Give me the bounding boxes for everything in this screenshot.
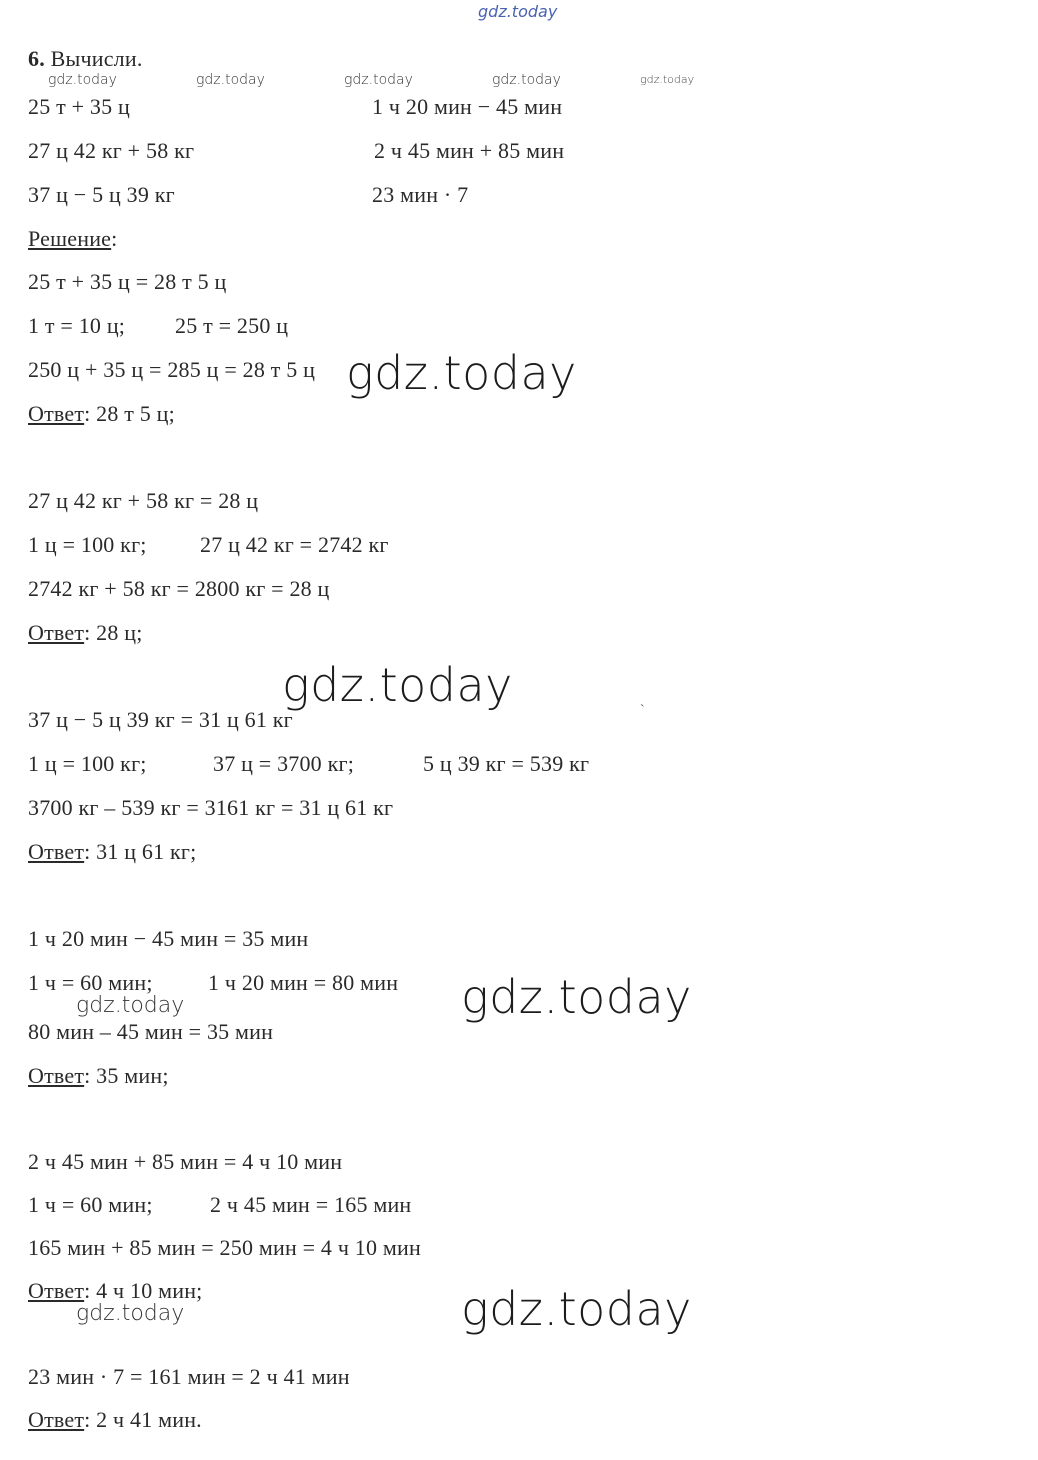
- answer-label: Ответ: [28, 620, 85, 645]
- exercise-item: 23 мин · 7: [372, 182, 469, 207]
- answer-label: Ответ: [28, 1063, 85, 1088]
- conversion: 25 т = 250 ц: [175, 313, 289, 338]
- answer-line: [28, 1280, 203, 1302]
- task-number: 6.: [28, 46, 45, 71]
- answer-line: [28, 841, 196, 863]
- conversion: 1 ч = 60 мин;: [28, 970, 153, 995]
- watermark-small: gdz.today: [492, 72, 561, 88]
- conversion: 1 ч 20 мин = 80 мин: [208, 970, 399, 995]
- exercise-item: 27 ц 42 кг + 58 кг: [28, 138, 195, 163]
- answer-label: Ответ: [28, 1407, 85, 1432]
- watermark-small: gdz.today: [48, 72, 117, 88]
- conversion: 5 ц 39 кг = 539 кг: [423, 751, 590, 776]
- solution-expression: 27 ц 42 кг + 58 кг = 28 ц: [28, 488, 259, 513]
- conversion: 1 ц = 100 кг;: [28, 751, 147, 776]
- answer-value: : 28 ц;: [84, 620, 143, 645]
- watermark-large: gdz.today: [282, 658, 513, 712]
- answer-label: Ответ: [28, 839, 85, 864]
- conversion: 27 ц 42 кг = 2742 кг: [200, 532, 389, 557]
- solution-expression: 37 ц − 5 ц 39 кг = 31 ц 61 кг: [28, 707, 293, 732]
- solution-expression: 23 мин · 7 = 161 мин = 2 ч 41 мин: [28, 1364, 350, 1389]
- answer-line: [28, 622, 143, 644]
- exercise-item: 1 ч 20 мин − 45 мин: [372, 94, 563, 119]
- conversion: 1 ч = 60 мин;: [28, 1192, 153, 1217]
- solution-heading: Решение:: [28, 226, 118, 251]
- answer-value: : 35 мин;: [84, 1063, 169, 1088]
- calculation: 2742 кг + 58 кг = 2800 кг = 28 ц: [28, 576, 330, 601]
- watermark-medium: gdz.today: [76, 993, 185, 1018]
- calculation: 250 ц + 35 ц = 285 ц = 28 т 5 ц: [28, 357, 316, 382]
- solution-expression: 1 ч 20 мин − 45 мин = 35 мин: [28, 926, 309, 951]
- watermark-large: gdz.today: [346, 346, 577, 400]
- exercise-item: 37 ц − 5 ц 39 кг: [28, 182, 175, 207]
- conversion: 2 ч 45 мин = 165 мин: [210, 1192, 412, 1217]
- answer-line: [28, 403, 175, 425]
- answer-line: [28, 1409, 202, 1431]
- answer-value: : 4 ч 10 мин;: [84, 1278, 203, 1303]
- watermark-small: gdz.today: [344, 72, 413, 88]
- answer-value: : 28 т 5 ц;: [84, 401, 175, 426]
- calculation: 80 мин – 45 мин = 35 мин: [28, 1019, 274, 1044]
- stray-mark: `: [640, 703, 645, 718]
- answer-value: : 2 ч 41 мин.: [84, 1407, 202, 1432]
- watermark-large: gdz.today: [461, 1282, 692, 1336]
- watermark-medium: gdz.today: [76, 1301, 185, 1326]
- watermark-top: gdz.today: [478, 2, 558, 21]
- calculation: 3700 кг – 539 кг = 3161 кг = 31 ц 61 кг: [28, 795, 394, 820]
- conversion: 37 ц = 3700 кг;: [213, 751, 355, 776]
- task-title: Вычисли.: [50, 46, 143, 71]
- conversion: 1 ц = 100 кг;: [28, 532, 147, 557]
- exercise-item: 25 т + 35 ц: [28, 94, 130, 119]
- answer-label: Ответ: [28, 1278, 85, 1303]
- answer-line: [28, 1065, 169, 1087]
- answer-label: Ответ: [28, 401, 85, 426]
- task-heading: [28, 48, 143, 70]
- watermark-large: gdz.today: [461, 970, 692, 1024]
- solution-expression: 25 т + 35 ц = 28 т 5 ц: [28, 269, 227, 294]
- watermark-small: gdz.today: [640, 73, 695, 86]
- exercise-item: 2 ч 45 мин + 85 мин: [374, 138, 565, 163]
- conversion: 1 т = 10 ц;: [28, 313, 126, 338]
- answer-value: : 31 ц 61 кг;: [84, 839, 197, 864]
- calculation: 165 мин + 85 мин = 250 мин = 4 ч 10 мин: [28, 1235, 421, 1260]
- solution-heading-text: Решение: [28, 226, 112, 251]
- solution-expression: 2 ч 45 мин + 85 мин = 4 ч 10 мин: [28, 1149, 343, 1174]
- watermark-small: gdz.today: [196, 72, 265, 88]
